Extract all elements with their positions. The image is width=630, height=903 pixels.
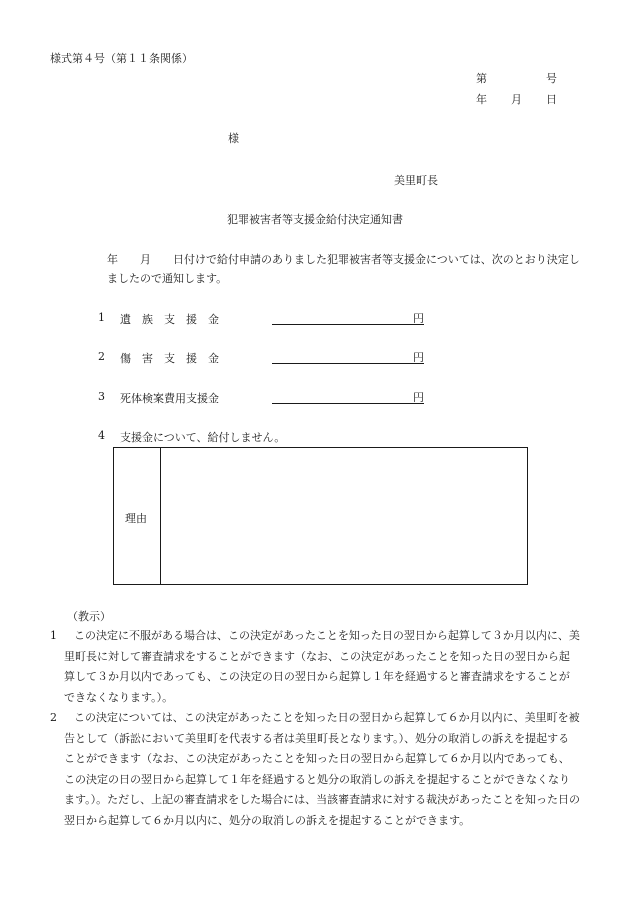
item-label: 傷 害 支 援 金 [120,352,219,365]
form-number: 様式第４号（第１１条関係） [50,52,193,65]
notice-heading: （教示） [67,610,111,623]
item-label: 遺 族 支 援 金 [120,313,219,326]
date-day: 日 [546,93,557,106]
date-year: 年 [476,93,487,106]
amount-field: 円 [272,310,424,325]
issuer: 美里町長 [394,174,438,187]
reason-box [113,447,528,585]
notice-item: 2 この決定については、この決定があったことを知った日の翌日から起算して６か月以内に、美里町を被告として（訴訟において美里町を代表する者は美里町長となります。）、処分の取消しの訴えを提起することができます（なお、この決定があったことを知った日の翌日から起算して６か月以内であっても、この決定の日の翌日から起算して１年を経過すると処分の取消しの訴えを提起することができなくなります。）。ただし、上記の審査請求をした場合には、当該審査請求に対する裁決があったことを知った日の翌日から起算して６か月以内に、処分の取消しの訴えを提起することができます。 [50,708,580,832]
date-month: 月 [511,93,522,106]
page-title: 犯罪被害者等支援金給付決定通知書 [227,213,403,226]
lead-text: 日付けで給付申請のありました犯罪被害者等支援金については、次のとおり決定しましたので通知します。 [107,253,580,285]
amount-field: 円 [272,349,424,364]
non-payment-text: 支援金について、給付しません。 [120,431,286,444]
notice-text: この決定については、この決定があったことを知った日の翌日から起算して６か月以内に、美里町を被告として（訴訟において美里町を代表する者は美里町長となります。）、処分の取消しの訴えを提起することができます（なお、この決定があったことを知った日の翌日から起算して６か月以内であっても、この決定の日の翌日から起算して１年を経過すると処分の取消しの訴えを提起することができなくなります。）。ただし、上記の審査請求をした場合には、当該審査請求に対する裁決があったことを知った日の翌日から起算して６か月以内に、処分の取消しの訴えを提起することができます。 [64,711,581,827]
notice-item: 1 この決定に不服がある場合は、この決定があったことを知った日の翌日から起算して３か月以内に、美里町長に対して審査請求をすることができます（なお、この決定があったことを知った日の翌日から起算して３か月以内であっても、この決定の日の翌日から起算し１年を経過すると審査請求をすることができなくなります。）。 [50,626,580,708]
item-label: 死体検案費用支援金 [120,392,219,405]
doc-number-prefix: 第 [476,72,487,85]
doc-number-suffix: 号 [546,72,557,85]
lead-year: 年 [107,253,118,266]
reason-label: 理由 [125,512,147,525]
notice-text: この決定に不服がある場合は、この決定があったことを知った日の翌日から起算して３か月以内に、美里町長に対して審査請求をすることができます（なお、この決定があったことを知った日の翌日から起算して３か月以内であっても、この決定の日の翌日から起算し１年を経過すると審査請求をすることができなくなります。）。 [64,629,580,704]
addressee: 様 [228,132,239,145]
lead-paragraph [57,250,587,288]
amount-field: 円 [272,389,424,404]
lead-month: 月 [140,253,151,266]
